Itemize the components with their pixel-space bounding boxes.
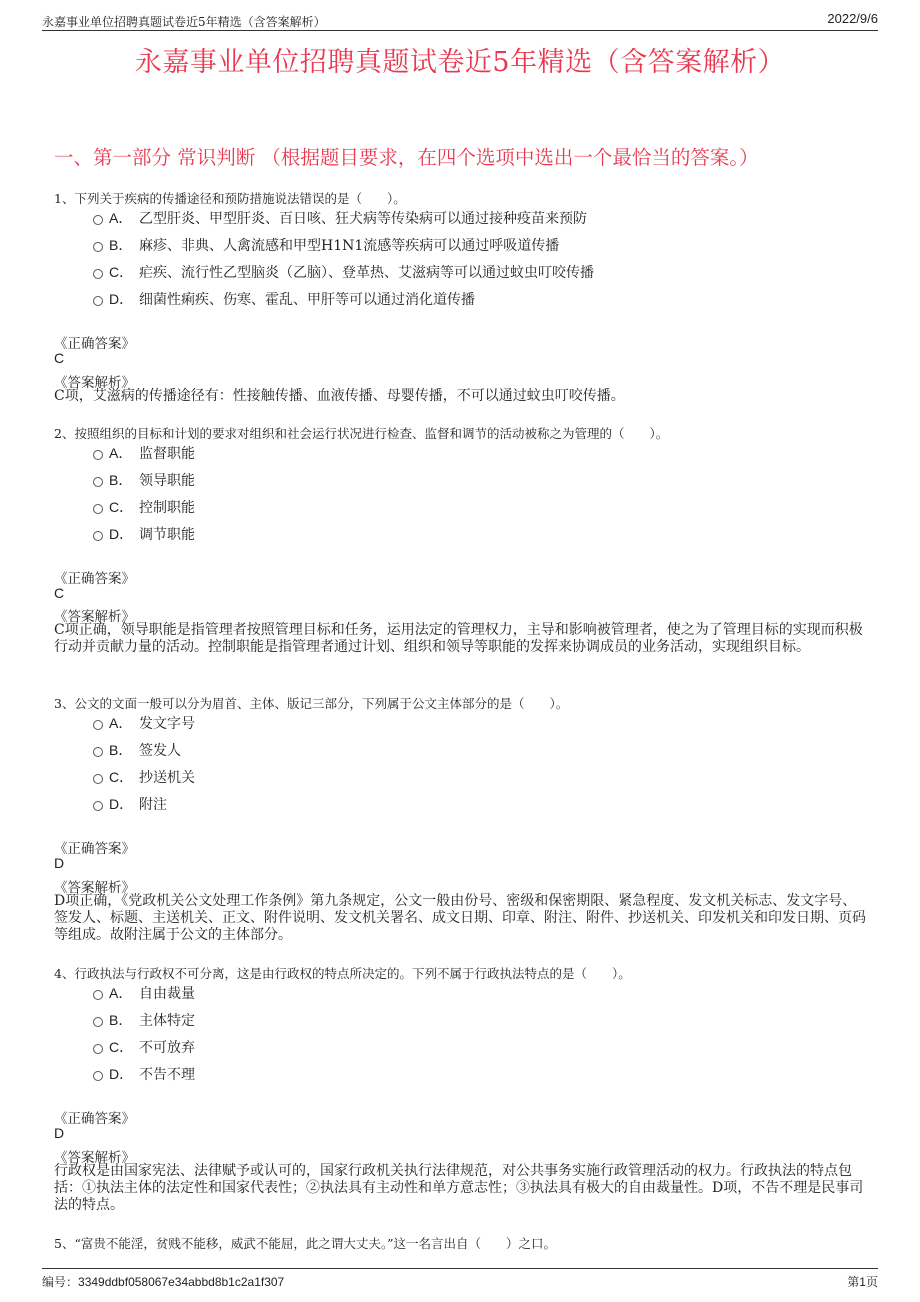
question-2-option-c[interactable]: C． 控制职能: [93, 497, 195, 517]
radio-icon[interactable]: [93, 215, 103, 225]
radio-icon[interactable]: [93, 720, 103, 730]
question-3-option-c[interactable]: C． 抄送机关: [93, 767, 195, 787]
question-4-option-b[interactable]: B． 主体特定: [93, 1010, 195, 1030]
question-2-analysis: C项正确，领导职能是指管理者按照管理目标和任务，运用法定的管理权力，主导和影响被管理者，使之为了管理目标的实现而积极行动并贡献力量的活动。控制职能是指管理者通过计划、组织和领导等职能的发挥来协调成员的业务活动，实现组织目标。: [54, 622, 863, 655]
running-header: [42, 10, 878, 31]
section-heading: 一、第一部分 常识判断 （根据题目要求，在四个选项中选出一个最恰当的答案。）: [54, 146, 759, 169]
question-1-answer: C: [54, 350, 65, 366]
question-4-option-d[interactable]: D． 不告不理: [93, 1064, 195, 1084]
question-1-option-b[interactable]: B． 麻疹、非典、人禽流感和甲型H1N1流感等疾病可以通过呼吸道传播: [93, 235, 559, 255]
radio-icon[interactable]: [93, 774, 103, 784]
radio-icon[interactable]: [93, 242, 103, 252]
radio-icon[interactable]: [93, 801, 103, 811]
radio-icon[interactable]: [93, 477, 103, 487]
question-3-option-a[interactable]: A． 发文字号: [93, 713, 195, 733]
analysis-label: 《答案解析》: [54, 375, 135, 391]
answer-label: 《正确答案》: [54, 336, 135, 352]
radio-icon[interactable]: [93, 531, 103, 541]
page-footer: [42, 1268, 878, 1291]
header-date: 2022/9/6: [827, 11, 878, 26]
question-2-option-d[interactable]: D． 调节职能: [93, 524, 195, 544]
page-number: 第1页: [847, 1275, 878, 1289]
radio-icon[interactable]: [93, 504, 103, 514]
question-1-option-d[interactable]: D． 细菌性痢疾、伤寒、霍乱、甲肝等可以通过消化道传播: [93, 289, 475, 309]
radio-icon[interactable]: [93, 1017, 103, 1027]
question-3-option-b[interactable]: B． 签发人: [93, 740, 181, 760]
analysis-label: 《答案解析》: [54, 880, 135, 896]
header-doc-name: 永嘉事业单位招聘真题试卷近5年精选（含答案解析）: [42, 15, 326, 29]
question-1-option-c[interactable]: C． 疟疾、流行性乙型脑炎（乙脑）、登革热、艾滋病等可以通过蚊虫叮咬传播: [93, 262, 594, 282]
question-3-answer: D: [54, 855, 65, 871]
question-4-answer: D: [54, 1125, 65, 1141]
radio-icon[interactable]: [93, 1071, 103, 1081]
analysis-label: 《答案解析》: [54, 1150, 135, 1166]
radio-icon[interactable]: [93, 747, 103, 757]
radio-icon[interactable]: [93, 296, 103, 306]
answer-label: 《正确答案》: [54, 841, 135, 857]
question-5-text: 5、“富贵不能淫，贫贱不能移，威武不能屈，此之谓大丈夫。”这一名言出自（ ）之口。: [54, 1236, 556, 1251]
question-2-answer: C: [54, 585, 65, 601]
question-1-text: 1、下列关于疾病的传播途径和预防措施说法错误的是（ ）。: [54, 191, 406, 206]
question-4-analysis: 行政权是由国家宪法、法律赋予或认可的，国家行政机关执行法律规范，对公共事务实施行政管理活动的权力。行政执法的特点包括：①执法主体的法定性和国家代表性；②执法具有主动性和单方意志性；③执法具有极大的自由裁量性。D项，不告不理是民事司法的特点。: [54, 1163, 864, 1213]
question-3-text: 3、公文的文面一般可以分为眉首、主体、版记三部分，下列属于公文主体部分的是（ ）。: [54, 696, 569, 711]
question-2-option-a[interactable]: A． 监督职能: [93, 443, 195, 463]
radio-icon[interactable]: [93, 1044, 103, 1054]
document-title: 永嘉事业单位招聘真题试卷近5年精选（含答案解析）: [134, 47, 786, 78]
analysis-label: 《答案解析》: [54, 609, 135, 625]
radio-icon[interactable]: [93, 450, 103, 460]
question-1-option-a[interactable]: A． 乙型肝炎、甲型肝炎、百日咳、狂犬病等传染病可以通过接种疫苗来预防: [93, 208, 587, 228]
question-2-text: 2、按照组织的目标和计划的要求对组织和社会运行状况进行检查、监督和调节的活动被称之为管理的（ ）。: [54, 426, 669, 441]
question-4-text: 4、行政执法与行政权不可分离，这是由行政权的特点所决定的。下列不属于行政执法特点的是（ ）。: [54, 966, 631, 981]
question-4-option-c[interactable]: C． 不可放弃: [93, 1037, 195, 1057]
question-3-option-d[interactable]: D． 附注: [93, 794, 167, 814]
answer-label: 《正确答案》: [54, 1111, 135, 1127]
document-code: 编号：3349ddbf058067e34abbd8b1c2a1f307: [42, 1275, 285, 1289]
radio-icon[interactable]: [93, 990, 103, 1000]
question-2-option-b[interactable]: B． 领导职能: [93, 470, 195, 490]
answer-label: 《正确答案》: [54, 571, 135, 587]
question-3-analysis: D项正确，《党政机关公文处理工作条例》第九条规定，公文一般由份号、密级和保密期限、紧急程度、发文机关标志、发文字号、签发人、标题、主送机关、正文、附件说明、发文机关署名、成文日期、印章、附注、附件、抄送机关、印发机关和印发日期、页码等组成。故附注属于公文的主体部分。: [54, 893, 866, 943]
question-1-analysis: C项，艾滋病的传播途径有：性接触传播、血液传播、母婴传播，不可以通过蚊虫叮咬传播。: [54, 388, 625, 404]
radio-icon[interactable]: [93, 269, 103, 279]
question-4-option-a[interactable]: A． 自由裁量: [93, 983, 195, 1003]
